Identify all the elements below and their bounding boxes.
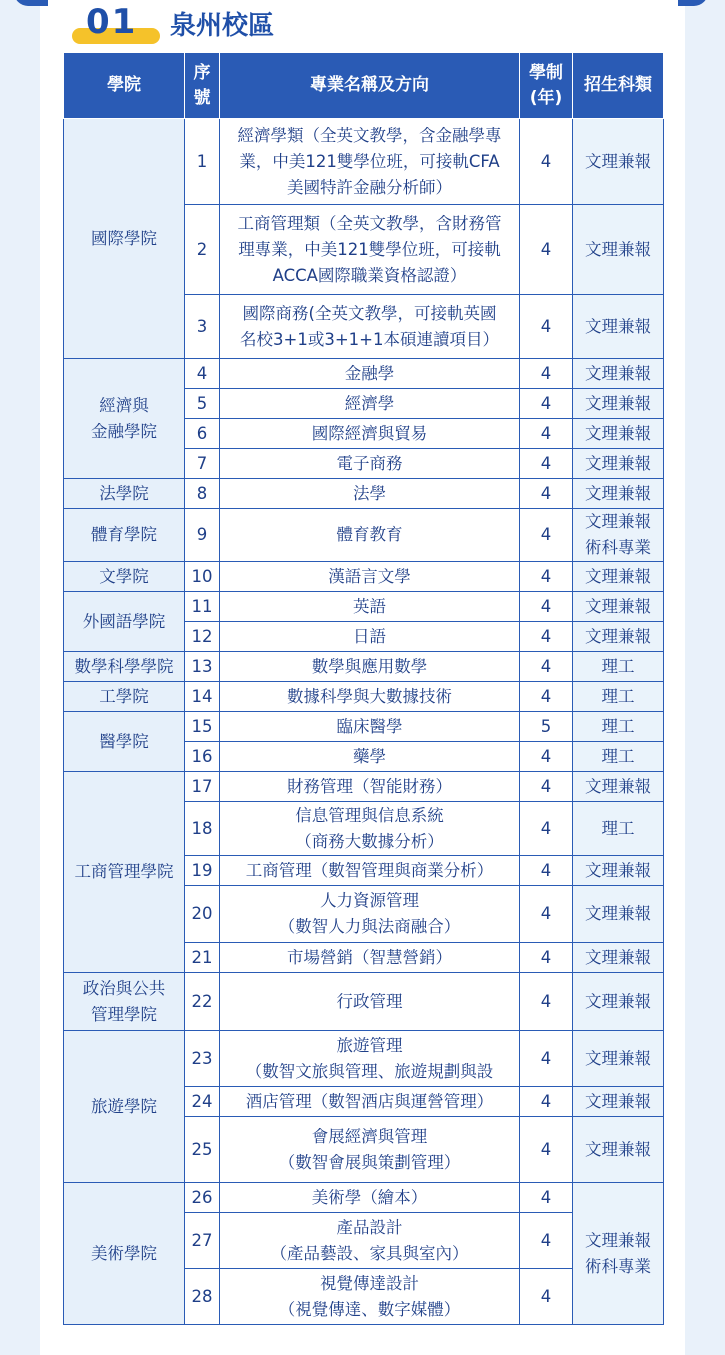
years-cell: 4 (520, 682, 573, 712)
seq-cell: 4 (185, 359, 220, 389)
school-cell (64, 509, 185, 562)
major-cell (220, 742, 520, 772)
major-line: 財務管理（智能財務） (287, 776, 452, 796)
category-cell (573, 449, 664, 479)
major-line: 藥學 (353, 746, 386, 766)
category-cell (573, 562, 664, 592)
school-line: 文學院 (99, 566, 149, 586)
seq-cell: 18 (185, 802, 220, 856)
category-line: 文理兼報 (585, 1048, 651, 1068)
years-cell: 4 (520, 562, 573, 592)
school-cell (64, 562, 185, 592)
years-cell: 4 (520, 772, 573, 802)
school-cell (64, 1031, 185, 1183)
category-cell (573, 295, 664, 359)
major-cell (220, 419, 520, 449)
major-cell (220, 509, 520, 562)
major-cell (220, 712, 520, 742)
school-line: 金融學院 (91, 421, 157, 441)
school-line: 國際學院 (91, 228, 157, 248)
seq-cell: 22 (185, 973, 220, 1031)
category-cell (573, 389, 664, 419)
seq-cell: 3 (185, 295, 220, 359)
years-cell: 4 (520, 652, 573, 682)
years-cell: 4 (520, 295, 573, 359)
school-line: 醫學院 (99, 731, 149, 751)
major-cell (220, 652, 520, 682)
category-line: 文理兼報 (585, 423, 651, 443)
major-line: 英語 (353, 596, 386, 616)
table-row (64, 652, 664, 682)
major-cell (220, 295, 520, 359)
header-category: 招生科類 (573, 53, 664, 119)
school-cell (64, 772, 185, 973)
major-cell (220, 973, 520, 1031)
major-line: （數智人力與法商融合） (278, 917, 461, 936)
major-line: 數學與應用數學 (311, 656, 428, 676)
school-line: 外國語學院 (82, 611, 166, 631)
school-line: 美術學院 (91, 1243, 157, 1263)
seq-cell: 23 (185, 1031, 220, 1087)
category-line: 理工 (601, 716, 635, 736)
major-line: （視覺傳達、數字媒體） (278, 1299, 461, 1319)
years-cell: 4 (520, 1213, 573, 1269)
campus-title: 泉州校區 (170, 11, 275, 41)
table-row (64, 479, 664, 509)
seq-cell: 25 (185, 1117, 220, 1183)
major-cell (220, 1183, 520, 1213)
major-line: 酒店管理（數智酒店與運營管理） (245, 1091, 494, 1111)
major-cell (220, 802, 520, 856)
table-row (64, 1183, 664, 1213)
major-line: 臨床醫學 (336, 716, 403, 736)
category-line: 文理兼報 (585, 512, 651, 531)
category-cell (573, 119, 664, 205)
school-line: 數學科學學院 (74, 656, 174, 676)
major-line: 行政管理 (336, 991, 403, 1011)
major-line: 經濟學 (344, 393, 395, 413)
table-row (64, 562, 664, 592)
major-cell (220, 1269, 520, 1325)
table-row (64, 509, 664, 562)
major-line: 工商管理類（全英文教學，含財務管 (237, 213, 502, 233)
category-line: 文理兼報 (585, 483, 651, 503)
years-cell: 4 (520, 742, 573, 772)
years-cell: 4 (520, 856, 573, 886)
years-cell: 4 (520, 1117, 573, 1183)
seq-cell: 9 (185, 509, 220, 562)
table-row (64, 973, 664, 1031)
category-line: 文理兼報 (585, 566, 651, 586)
major-cell (220, 389, 520, 419)
years-cell: 4 (520, 1087, 573, 1117)
category-line: 文理兼報 (585, 1230, 651, 1250)
category-cell (573, 1031, 664, 1087)
category-cell (573, 359, 664, 389)
major-line: 法學 (353, 483, 386, 503)
category-cell (573, 1183, 664, 1325)
seq-cell: 13 (185, 652, 220, 682)
major-line: 美術學（繪本） (311, 1187, 428, 1207)
category-line: 文理兼報 (585, 776, 651, 796)
table-row (64, 712, 664, 742)
section-heading (72, 0, 472, 48)
major-line: 國際商務(全英文教學，可接軌英國 (242, 303, 497, 323)
category-line: 理工 (601, 746, 635, 766)
table-header-row (64, 53, 664, 119)
category-cell (573, 772, 664, 802)
header-years-line: 學制 (529, 62, 563, 83)
school-cell (64, 479, 185, 509)
seq-cell: 20 (185, 886, 220, 943)
school-cell (64, 682, 185, 712)
table-row (64, 119, 664, 205)
major-cell (220, 479, 520, 509)
category-cell (573, 802, 664, 856)
category-line: 文理兼報 (585, 316, 651, 336)
major-cell (220, 682, 520, 712)
major-cell (220, 119, 520, 205)
major-line: 日語 (353, 626, 386, 646)
header-years-line: (年) (529, 87, 563, 108)
seq-cell: 10 (185, 562, 220, 592)
major-line: 經濟學類（全英文教學，含金融學專 (237, 125, 502, 145)
corner-decoration-right (678, 0, 708, 6)
major-cell (220, 1031, 520, 1087)
table-row (64, 359, 664, 389)
category-cell (573, 205, 664, 295)
seq-cell: 12 (185, 622, 220, 652)
category-line: 理工 (601, 818, 635, 838)
seq-cell: 5 (185, 389, 220, 419)
major-cell (220, 943, 520, 973)
school-cell (64, 712, 185, 772)
category-line: 文理兼報 (585, 151, 651, 171)
school-line: 工商管理學院 (74, 862, 174, 881)
school-line: 法學院 (99, 483, 149, 503)
major-line: 金融學 (344, 363, 395, 383)
major-line: 理專業，中美121雙學位班，可接軌 (238, 239, 501, 259)
major-cell (220, 562, 520, 592)
category-cell (573, 856, 664, 886)
major-line: （產品藝設、家具與室內） (270, 1243, 469, 1263)
major-line: 旅遊管理 (336, 1035, 403, 1055)
category-line: 文理兼報 (585, 596, 651, 616)
school-cell (64, 592, 185, 652)
major-cell (220, 856, 520, 886)
table-row (64, 682, 664, 712)
school-line: 管理學院 (91, 1004, 157, 1024)
years-cell: 4 (520, 1269, 573, 1325)
header-seq (185, 53, 220, 119)
category-cell (573, 1087, 664, 1117)
major-cell (220, 359, 520, 389)
category-cell (573, 419, 664, 449)
years-cell: 4 (520, 1183, 573, 1213)
years-cell: 4 (520, 119, 573, 205)
category-cell (573, 1117, 664, 1183)
major-cell (220, 205, 520, 295)
category-cell (573, 509, 664, 562)
school-line: 體育學院 (91, 525, 157, 544)
category-line: 理工 (601, 656, 635, 676)
major-line: （數智文旅與管理、旅遊規劃與設 (245, 1061, 494, 1081)
major-cell (220, 772, 520, 802)
years-cell: 4 (520, 419, 573, 449)
major-line: 視覺傳達設計 (320, 1273, 419, 1293)
years-cell: 4 (520, 802, 573, 856)
major-line: ACCA國際職業資格認證） (272, 265, 467, 285)
major-line: 市場營銷（智慧營銷） (287, 947, 452, 967)
major-line: （數智會展與策劃管理） (278, 1152, 461, 1172)
seq-cell: 2 (185, 205, 220, 295)
seq-cell: 28 (185, 1269, 220, 1325)
category-line: 術科專業 (585, 1256, 651, 1276)
majors-table (63, 52, 664, 1325)
major-cell (220, 1117, 520, 1183)
category-line: 理工 (601, 686, 635, 706)
years-cell: 4 (520, 479, 573, 509)
table-row (64, 592, 664, 622)
category-cell (573, 742, 664, 772)
years-cell: 4 (520, 449, 573, 479)
years-cell: 4 (520, 389, 573, 419)
major-cell (220, 1213, 520, 1269)
major-line: 數據科學與大數據技術 (287, 686, 452, 706)
category-line: 文理兼報 (585, 363, 651, 383)
category-line: 術科專業 (585, 538, 651, 557)
corner-decoration-left (14, 0, 48, 6)
years-cell: 4 (520, 886, 573, 943)
seq-cell: 7 (185, 449, 220, 479)
category-line: 文理兼報 (585, 1091, 651, 1111)
years-cell: 4 (520, 973, 573, 1031)
major-cell (220, 592, 520, 622)
section-number: 01 (86, 2, 138, 42)
years-cell: 4 (520, 622, 573, 652)
school-cell (64, 119, 185, 359)
category-line: 文理兼報 (585, 991, 651, 1011)
category-line: 文理兼報 (585, 1139, 651, 1159)
major-line: 美國特許金融分析師） (287, 177, 452, 197)
category-line: 文理兼報 (585, 904, 651, 923)
years-cell: 4 (520, 509, 573, 562)
category-cell (573, 652, 664, 682)
category-line: 文理兼報 (585, 453, 651, 473)
school-line: 政治與公共 (82, 978, 166, 998)
header-seq-line: 序 (193, 62, 211, 83)
major-line: 電子商務 (336, 453, 403, 473)
major-line: （商務大數據分析） (295, 831, 444, 851)
category-cell (573, 712, 664, 742)
years-cell: 4 (520, 1031, 573, 1087)
seq-cell: 15 (185, 712, 220, 742)
major-line: 工商管理（數智管理與商業分析） (245, 860, 494, 880)
seq-cell: 8 (185, 479, 220, 509)
category-cell (573, 682, 664, 712)
seq-cell: 17 (185, 772, 220, 802)
years-cell: 4 (520, 205, 573, 295)
header-school: 學院 (64, 53, 185, 119)
seq-cell: 26 (185, 1183, 220, 1213)
school-cell (64, 1183, 185, 1325)
category-cell (573, 479, 664, 509)
category-cell (573, 592, 664, 622)
major-cell (220, 1087, 520, 1117)
seq-cell: 24 (185, 1087, 220, 1117)
category-cell (573, 886, 664, 943)
major-line: 人力資源管理 (320, 891, 419, 910)
major-cell (220, 622, 520, 652)
seq-cell: 21 (185, 943, 220, 973)
school-cell (64, 652, 185, 682)
years-cell: 4 (520, 943, 573, 973)
category-line: 文理兼報 (585, 239, 651, 259)
table-row (64, 772, 664, 802)
header-major: 專業名稱及方向 (220, 53, 520, 119)
major-line: 信息管理與信息系統 (295, 805, 444, 825)
school-line: 旅遊學院 (91, 1096, 157, 1116)
major-line: 產品設計 (336, 1217, 403, 1237)
category-line: 文理兼報 (585, 860, 651, 880)
seq-cell: 19 (185, 856, 220, 886)
major-line: 會展經濟與管理 (311, 1126, 428, 1146)
seq-cell: 16 (185, 742, 220, 772)
category-line: 文理兼報 (585, 947, 651, 967)
category-cell (573, 622, 664, 652)
seq-cell: 27 (185, 1213, 220, 1269)
major-cell (220, 886, 520, 943)
major-cell (220, 449, 520, 479)
seq-cell: 11 (185, 592, 220, 622)
major-line: 體育教育 (336, 525, 403, 544)
major-line: 漢語言文學 (328, 566, 411, 586)
category-line: 文理兼報 (585, 393, 651, 413)
major-line: 國際經濟與貿易 (311, 423, 428, 443)
school-cell (64, 973, 185, 1031)
major-line: 名校3+1或3+1+1本碩連讀項目） (240, 329, 499, 349)
seq-cell: 1 (185, 119, 220, 205)
school-cell (64, 359, 185, 479)
school-line: 工學院 (99, 686, 149, 706)
years-cell: 5 (520, 712, 573, 742)
seq-cell: 14 (185, 682, 220, 712)
header-years (520, 53, 573, 119)
school-line: 經濟與 (99, 395, 149, 415)
years-cell: 4 (520, 359, 573, 389)
category-cell (573, 973, 664, 1031)
major-line: 業，中美121雙學位班，可接軌CFA (239, 151, 500, 171)
category-line: 文理兼報 (585, 626, 651, 646)
category-cell (573, 943, 664, 973)
years-cell: 4 (520, 592, 573, 622)
seq-cell: 6 (185, 419, 220, 449)
table-row (64, 1031, 664, 1087)
header-seq-line: 號 (193, 87, 211, 108)
